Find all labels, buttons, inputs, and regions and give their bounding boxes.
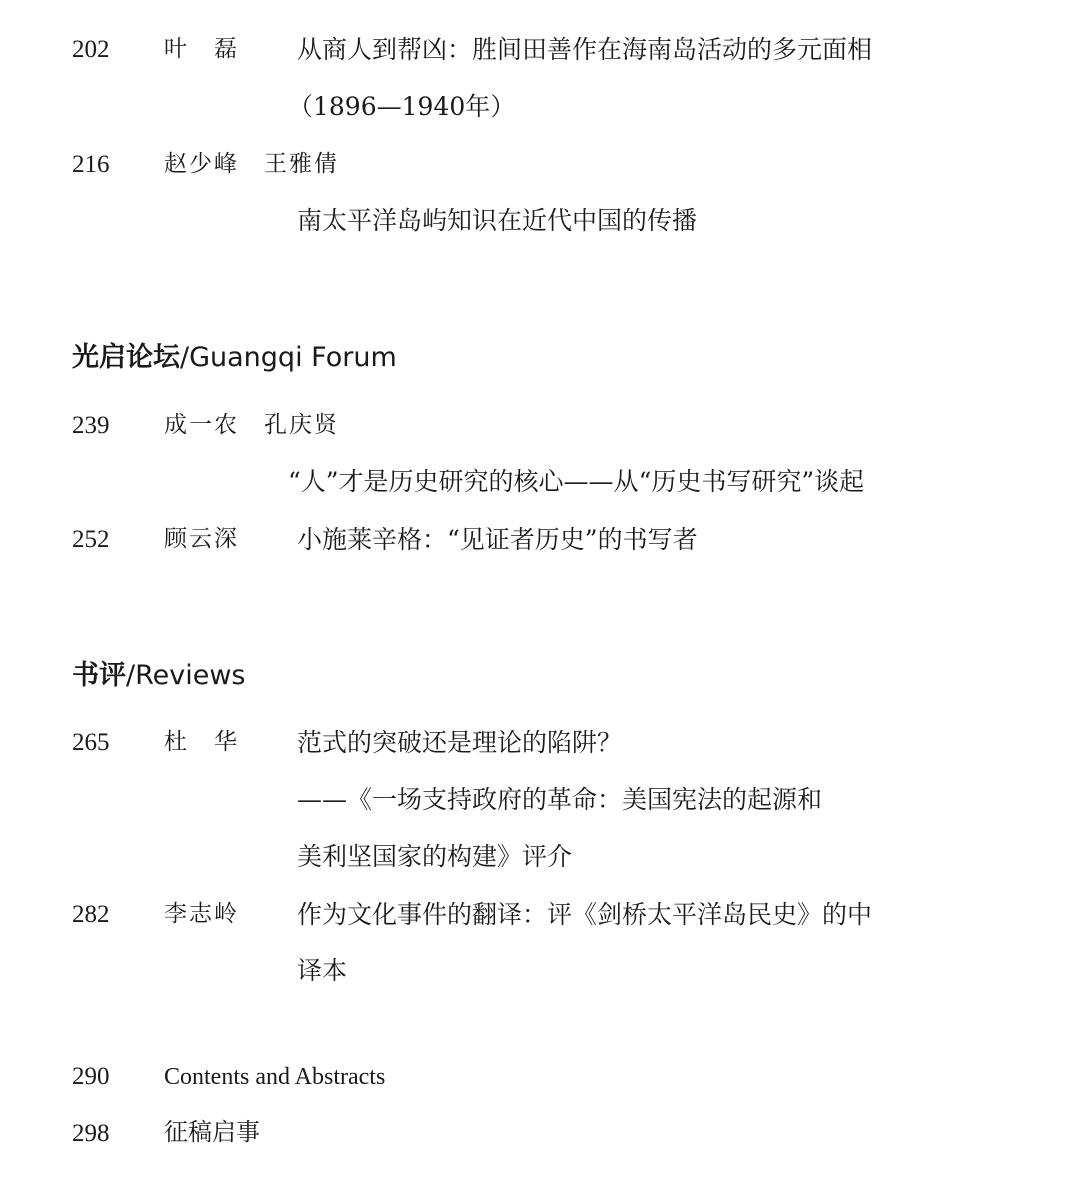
section-heading-en: /Guangqi Forum	[180, 342, 397, 373]
page-number: 265	[72, 729, 110, 756]
article-title-continued: 美利坚国家的构建》评介	[297, 842, 573, 871]
article-title-continued: ——《一场支持政府的革命：美国宪法的起源和	[297, 785, 823, 814]
article-title: 从商人到帮凶：胜间田善作在海南岛活动的多元面相	[297, 35, 873, 64]
page-number: 298	[72, 1120, 110, 1147]
section-heading-zh: 光启论坛	[72, 342, 180, 373]
page-number: 239	[72, 412, 110, 439]
article-title: 作为文化事件的翻译：评《剑桥太平洋岛民史》的中	[297, 900, 873, 929]
author: 成一农 孔庆贤	[164, 412, 339, 438]
page-number: 282	[72, 901, 110, 928]
section-heading-forum	[72, 344, 397, 371]
page-number: 202	[72, 36, 110, 63]
author: 顾云深	[164, 526, 239, 552]
section-heading-zh: 书评	[72, 660, 126, 691]
article-title: 范式的突破还是理论的陷阱？	[297, 728, 623, 757]
contents-abstracts-title: Contents and Abstracts	[164, 1064, 386, 1090]
page-number: 252	[72, 526, 110, 553]
author: 赵少峰 王雅倩	[164, 151, 339, 177]
article-title: 小施莱辛格：“见证者历史”的书写者	[297, 525, 698, 554]
article-title: “人”才是历史研究的核心——从“历史书写研究”谈起	[288, 467, 865, 496]
section-heading-reviews	[72, 662, 246, 689]
author: 李志岭	[164, 901, 239, 927]
page-number: 290	[72, 1063, 110, 1090]
article-title-continued: （1896—1940年）	[288, 92, 516, 121]
page-number: 216	[72, 151, 110, 178]
call-for-papers-title: 征稿启事	[164, 1120, 260, 1146]
author: 叶 磊	[164, 36, 239, 62]
article-title: 南太平洋岛屿知识在近代中国的传播	[297, 206, 698, 235]
article-title-continued: 译本	[297, 956, 348, 985]
author: 杜 华	[164, 729, 239, 755]
section-heading-en: /Reviews	[126, 660, 246, 691]
